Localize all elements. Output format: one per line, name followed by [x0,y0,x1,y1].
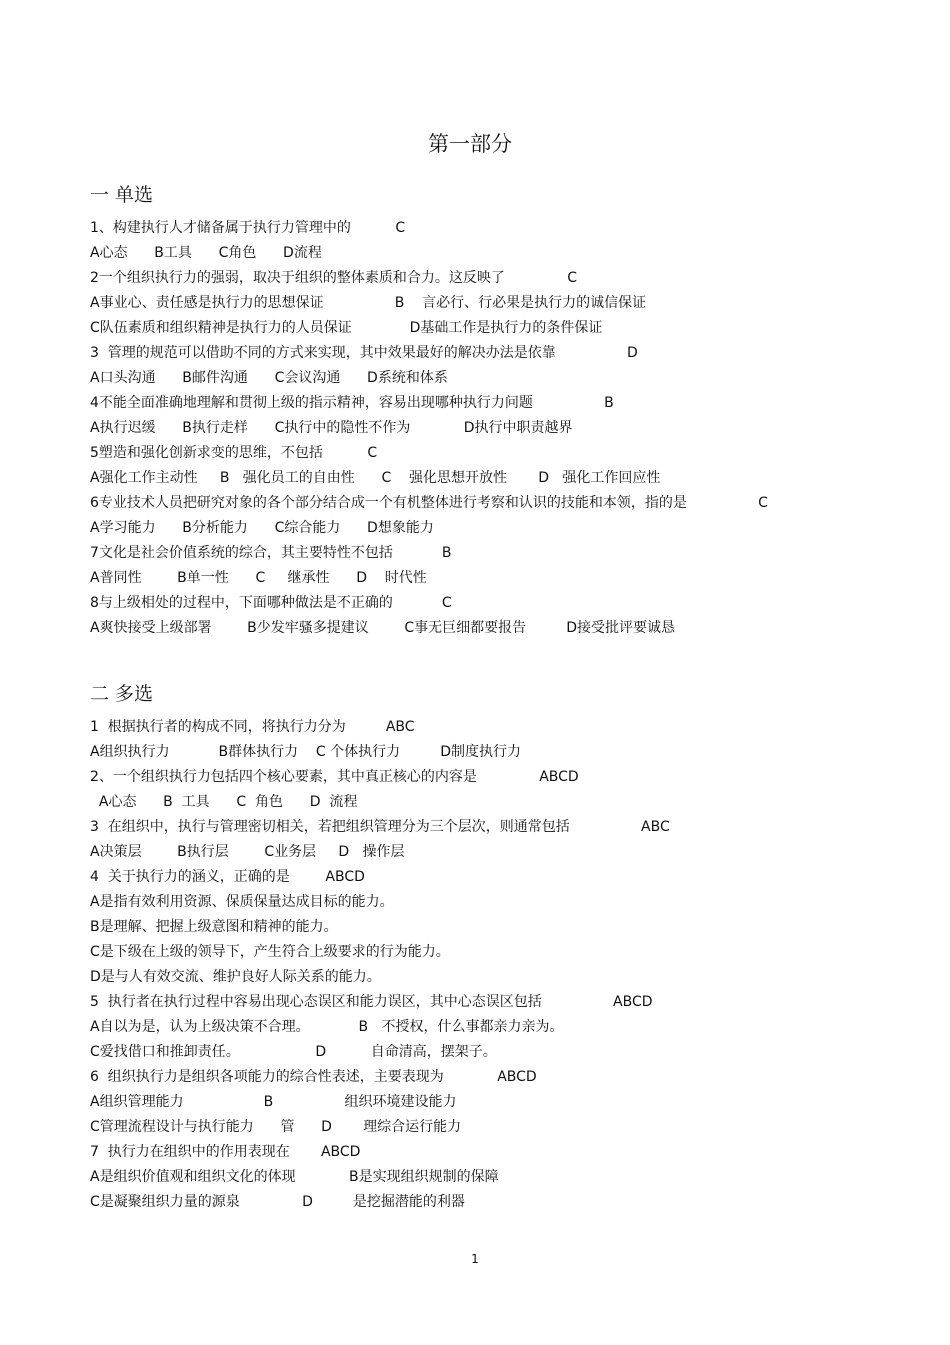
answer-options-line: C是凝聚组织力量的源泉 D 是挖掘潜能的利器 [90,1194,465,1210]
question-line: 8与上级相处的过程中，下面哪种做法是不正确的 C [90,595,452,611]
question-line: 4不能全面准确地理解和贯彻上级的指示精神，容易出现哪种执行力问题 B [90,395,614,411]
answer-options-line: B是理解、把握上级意图和精神的能力。 [90,919,338,935]
answer-options-line: A组织管理能力 B 组织环境建设能力 [90,1094,457,1110]
answer-options-line: A口头沟通 B邮件沟通 C会议沟通 D系统和体系 [90,370,448,386]
answer-options-line: C是下级在上级的领导下，产生符合上级要求的行为能力。 [90,944,450,960]
page-title: 第一部分 [428,132,512,156]
question-line: 5塑造和强化创新求变的思维，不包括 C [90,445,378,461]
answer-options-line: C队伍素质和组织精神是执行力的人员保证 D基础工作是执行力的条件保证 [90,320,603,336]
answer-options-line: C管理流程设计与执行能力 管 D 理综合运行能力 [90,1119,462,1135]
section-heading-single-choice: 一 单选 [90,184,154,206]
page-number: 1 [471,1252,479,1266]
section-heading-multiple-choice: 二 多选 [90,683,154,705]
answer-options-line: A组织执行力 B群体执行力 C 个体执行力 D制度执行力 [90,744,521,760]
answer-options-line: A是指有效利用资源、保质保量达成目标的能力。 [90,894,394,910]
answer-options-line: C爱找借口和推卸责任。 D 自命清高，摆架子。 [90,1044,497,1060]
question-line: 3 在组织中，执行与管理密切相关，若把组织管理分为三个层次，则通常包括 ABC [90,819,670,835]
question-line: 6 组织执行力是组织各项能力的综合性表述，主要表现为 ABCD [90,1069,537,1085]
answer-options-line: A心态 B工具 C角色 D流程 [90,245,322,261]
question-line: 2、一个组织执行力包括四个核心要素，其中真正核心的内容是 ABCD [90,769,579,785]
answer-options-line: A执行迟缓 B执行走样 C执行中的隐性不作为 D执行中职责越界 [90,420,573,436]
question-line: 7 执行力在组织中的作用表现在 ABCD [90,1144,361,1160]
question-line: 1 根据执行者的构成不同，将执行力分为 ABC [90,719,415,735]
question-line: 5 执行者在执行过程中容易出现心态误区和能力误区，其中心态误区包括 ABCD [90,994,653,1010]
answer-options-line: A事业心、责任感是执行力的思想保证 B 言必行、行必果是执行力的诚信保证 [90,295,647,311]
answer-options-line: A心态 B 工具 C 角色 D 流程 [90,794,358,810]
answer-options-line: A学习能力 B分析能力 C综合能力 D想象能力 [90,520,434,536]
question-line: 1、构建执行人才储备属于执行力管理中的 C [90,220,406,236]
answer-options-line: A决策层 B执行层 C业务层 D 操作层 [90,844,405,860]
answer-options-line: A爽快接受上级部署 B少发牢骚多提建议 C事无巨细都要报告 D接受批评要诚恳 [90,620,675,636]
answer-options-line: A强化工作主动性 B 强化员工的自由性 C 强化思想开放性 D 强化工作回应性 [90,470,661,486]
question-line: 4 关于执行力的涵义，正确的是 ABCD [90,869,365,885]
question-line: 2一个组织执行力的强弱，取决于组织的整体素质和合力。这反映了 C [90,270,577,286]
question-line: 3 管理的规范可以借助不同的方式来实现，其中效果最好的解决办法是依靠 D [90,345,638,361]
question-line: 6专业技术人员把研究对象的各个部分结合成一个有机整体进行考察和认识的技能和本领，指的是 C [90,495,768,511]
answer-options-line: A自以为是，认为上级决策不合理。 B 不授权，什么事都亲力亲为。 [90,1019,564,1035]
answer-options-line: A是组织价值观和组织文化的体现 B是实现组织规制的保障 [90,1169,499,1185]
answer-options-line: A普同性 B单一性 C 继承性 D 时代性 [90,570,427,586]
question-line: 7文化是社会价值系统的综合，其主要特性不包括 B [90,545,452,561]
answer-options-line: D是与人有效交流、维护良好人际关系的能力。 [90,969,381,985]
